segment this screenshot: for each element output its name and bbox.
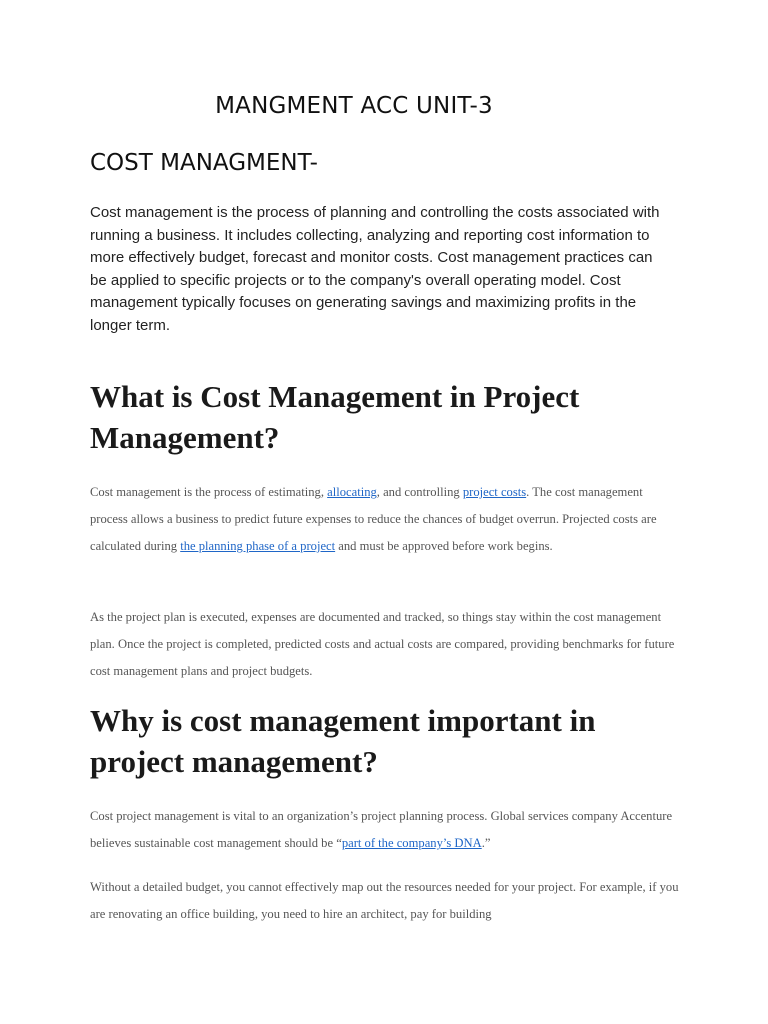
paragraph-plan-executed: As the project plan is executed, expenses are documented and tracked, so things stay within the cost management plan. Once the project is completed, predicted costs and actual costs are compared, providing benchmarks for future cost management plans and project budgets. <box>90 610 675 678</box>
link-project-costs[interactable]: project costs <box>462 485 527 499</box>
paragraph-text: Cost project management is vital to an organization’s project planning process. Global services company Accenture believes sustainable cost management should be “ <box>90 809 673 850</box>
link-company-dna[interactable]: part of the company’s DNA <box>341 836 482 850</box>
paragraph-text: Cost management is the process of estimating, <box>90 485 328 499</box>
intro-paragraph: Cost management is the process of planning and controlling the costs associated with running a business. It includes collecting, analyzing and reporting cost information to more effectively budget, forecast and monitor costs. Cost management practices can be applied to specific projects or to the company's overall operating model. Cost management typically focuses on generating savings and maximizing profits in the longer term. <box>90 204 660 334</box>
section-heading: COST MANAGMENT- <box>90 150 318 176</box>
heading-what-is-cost-management: What is Cost Management in Project Management? <box>90 379 580 455</box>
paragraph-text: and must be approved before work begins. <box>335 539 553 553</box>
paragraph-detailed-budget: Without a detailed budget, you cannot effectively map out the resources needed for your project. For example, if you are renovating an office building, you need to hire an architect, pay for building <box>90 880 679 921</box>
paragraph-definition <box>90 479 680 560</box>
paragraph-text: , and controlling <box>376 485 463 499</box>
paragraph-text: . The cost management process allows a business to predict future expenses to reduce the chances of budget overrun. Projected costs are calculated during <box>90 485 657 553</box>
document-title: MANGMENT ACC UNIT-3 <box>215 93 493 119</box>
heading-why-important: Why is cost management important in project management? <box>90 703 596 779</box>
paragraph-vital <box>90 803 680 857</box>
link-planning-phase[interactable]: the planning phase of a project <box>180 539 336 553</box>
link-allocating[interactable]: allocating <box>327 485 377 499</box>
paragraph-text: .” <box>481 836 491 850</box>
